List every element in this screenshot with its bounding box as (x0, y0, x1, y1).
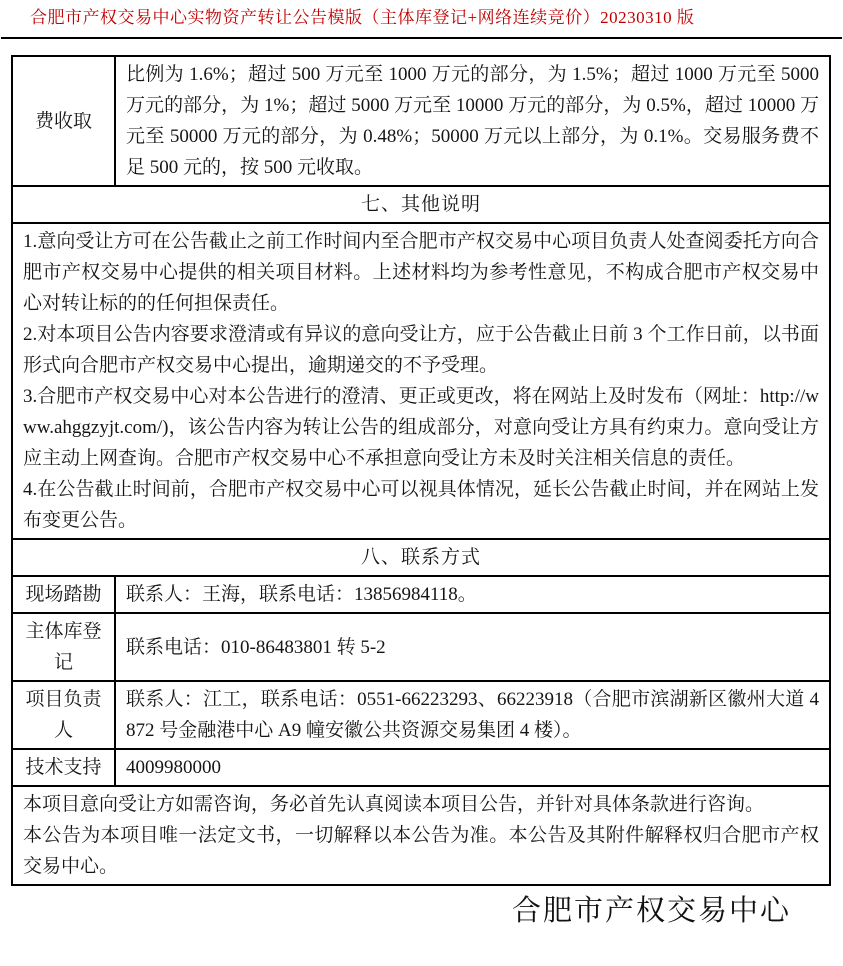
section-7-body-row (12, 223, 830, 539)
section-7-header-row (12, 186, 830, 223)
other-notes-paragraph-3: 3.合肥市产权交易中心对本公告进行的澄清、更正或更改，将在网站上及时发布（网址：http://www.ahggzyjt.com/)，该公告内容为转让公告的组成部分，对意向受让方具有约束力。意向受让方应主动上网查询。合肥市产权交易中心不承担意向受让方未及时关注相关信息的责任。 (23, 386, 819, 469)
closing-notes-cell (12, 786, 830, 885)
fee-row-content: 比例为 1.6%；超过 500 万元至 1000 万元的部分，为 1.5%；超过 1000 万元至 5000 万元的部分，为 1%；超过 5000 万元至 10000 万元的部分，为 0.5%，超过 10000 万元至 50000 万元的部分，为 0.48%；50000 万元以上部分，为 0.1%。交易服务费不足 500 元的，按 500 元收取。 (115, 56, 830, 186)
contact-label-site-visit: 现场踏勘 (12, 576, 115, 613)
section-8-title: 八、联系方式 (12, 539, 830, 576)
document-header (0, 0, 843, 34)
contact-label-project-manager: 项目负责人 (12, 681, 115, 749)
contact-content-registry: 联系电话：010-86483801 转 5-2 (115, 613, 830, 681)
contact-row-site-visit (12, 576, 830, 613)
other-notes-paragraph-1: 1.意向受让方可在公告截止之前工作时间内至合肥市产权交易中心项目负责人处查阅委托方向合肥市产权交易中心提供的相关项目材料。上述材料均为参考性意见，不构成合肥市产权交易中心对转让标的的任何担保责任。 (23, 231, 819, 314)
issuer-signature: 合肥市产权交易中心 (511, 895, 791, 927)
other-notes-paragraph-4: 4.在公告截止时间前，合肥市产权交易中心可以视具体情况，延长公告截止时间，并在网站上发布变更公告。 (23, 479, 819, 531)
contact-content-tech-support: 4009980000 (115, 749, 830, 786)
section-7-title: 七、其他说明 (12, 186, 830, 223)
contact-row-project-manager (12, 681, 830, 749)
header-divider (1, 37, 842, 39)
closing-notes-row (12, 786, 830, 885)
section-8-header-row (12, 539, 830, 576)
contact-row-tech-support (12, 749, 830, 786)
fee-row-label: 费收取 (12, 56, 115, 186)
closing-note-2: 本公告为本项目唯一法定文书，一切解释以本公告为准。本公告及其附件解释权归合肥市产权交易中心。 (23, 825, 819, 877)
fee-row (12, 56, 830, 186)
closing-note-1: 本项目意向受让方如需咨询，务必首先认真阅读本项目公告，并针对具体条款进行咨询。 (23, 794, 765, 815)
section-7-body (12, 223, 830, 539)
other-notes-paragraph-2: 2.对本项目公告内容要求澄清或有异议的意向受让方，应于公告截止日前 3 个工作日前，以书面形式向合肥市产权交易中心提出，逾期递交的不予受理。 (23, 324, 819, 376)
announcement-table (11, 55, 831, 886)
contact-content-site-visit: 联系人：王海，联系电话：13856984118。 (115, 576, 830, 613)
contact-row-registry (12, 613, 830, 681)
contact-label-tech-support: 技术支持 (12, 749, 115, 786)
contact-label-registry: 主体库登记 (12, 613, 115, 681)
contact-content-project-manager: 联系人：江工，联系电话：0551-66223293、66223918（合肥市滨湖新区徽州大道 4872 号金融港中心 A9 幢安徽公共资源交易集团 4 楼）。 (115, 681, 830, 749)
document-header-title: 合肥市产权交易中心实物资产转让公告模版（主体库登记+网络连续竞价）20230310 版 (30, 8, 695, 27)
